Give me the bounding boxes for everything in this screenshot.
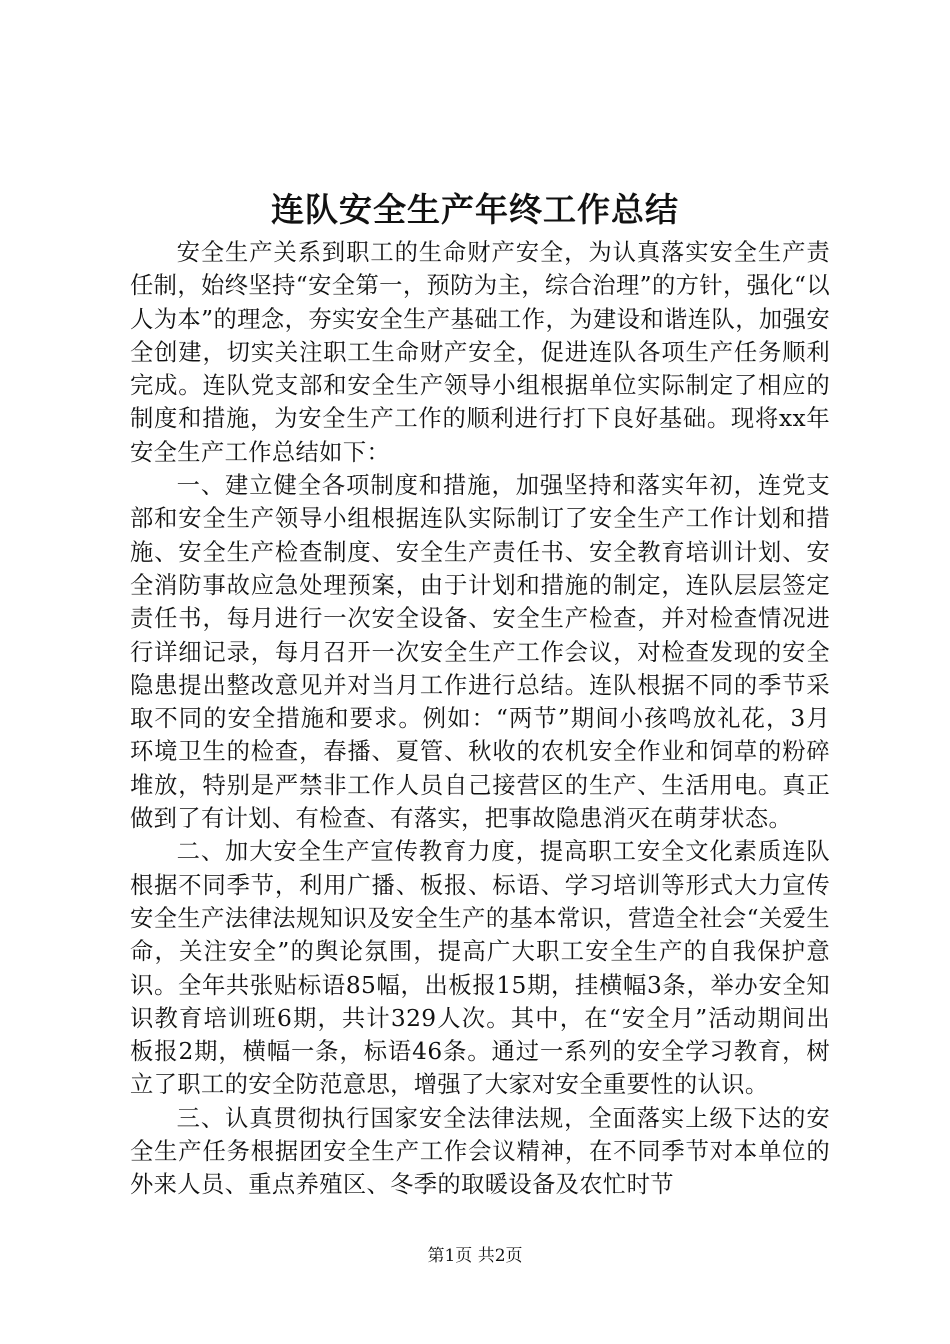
paragraph-section-3: 三、认真贯彻执行国家安全法律法规，全面落实上级下达的安全生产任务根据团安全生产工作会议精神，在不同季节对本单位的外来人员、重点养殖区、冬季的取暖设备及农忙时节 <box>130 1104 830 1199</box>
document-body <box>130 236 830 1202</box>
page-footer <box>0 1243 950 1269</box>
paragraph-section-2: 二、加大安全生产宣传教育力度，提高职工安全文化素质连队根据不同季节，利用广播、板报、标语、学习培训等形式大力宣传安全生产法律法规知识及安全生产的基本常识，营造全社会“关爱生命，关注安全”的舆论氛围，提高广大职工安全生产的自我保护意识。全年共张贴标语85幅，出板报15期，挂横幅3条，举办安全知识教育培训班6期，共计329人次。其中，在“安全月”活动期间出板报2期，横幅一条，标语46条。通过一系列的安全学习教育，树立了职工的安全防范意思，增强了大家对安全重要性的认识。 <box>130 838 830 1099</box>
paragraph-intro: 安全生产关系到职工的生命财产安全，为认真落实安全生产责任制，始终坚持“安全第一，预防为主，综合治理”的方针，强化“以人为本”的理念，夯实安全生产基础工作，为建设和谐连队，加强安全创建，切实关注职工生命财产安全，促进连队各项生产任务顺利完成。连队党支部和安全生产领导小组根据单位实际制定了相应的制度和措施，为安全生产工作的顺利进行打下良好基础。现将xx年安全生产工作总结如下： <box>130 239 830 466</box>
paragraph-section-1: 一、建立健全各项制度和措施，加强坚持和落实年初，连党支部和安全生产领导小组根据连队实际制订了安全生产工作计划和措施、安全生产检查制度、安全生产责任书、安全教育培训计划、安全消防事故应急处理预案，由于计划和措施的制定，连队层层签定责任书，每月进行一次安全设备、安全生产检查，并对检查情况进行详细记录，每月召开一次安全生产工作会议，对检查发现的安全隐患提出整改意见并对当月工作进行总结。连队根据不同的季节采取不同的安全措施和要求。例如：“两节”期间小孩鸣放礼花，3月环境卫生的检查，春播、夏管、秋收的农机安全作业和饲草的粉碎堆放，特别是严禁非工作人员自己接营区的生产、生活用电。真正做到了有计划、有检查、有落实，把事故隐患消灭在萌芽状态。 <box>130 472 830 833</box>
page-number-indicator: 第1页 共2页 <box>427 1246 523 1266</box>
document-title: 连队安全生产年终工作总结 <box>271 190 679 229</box>
